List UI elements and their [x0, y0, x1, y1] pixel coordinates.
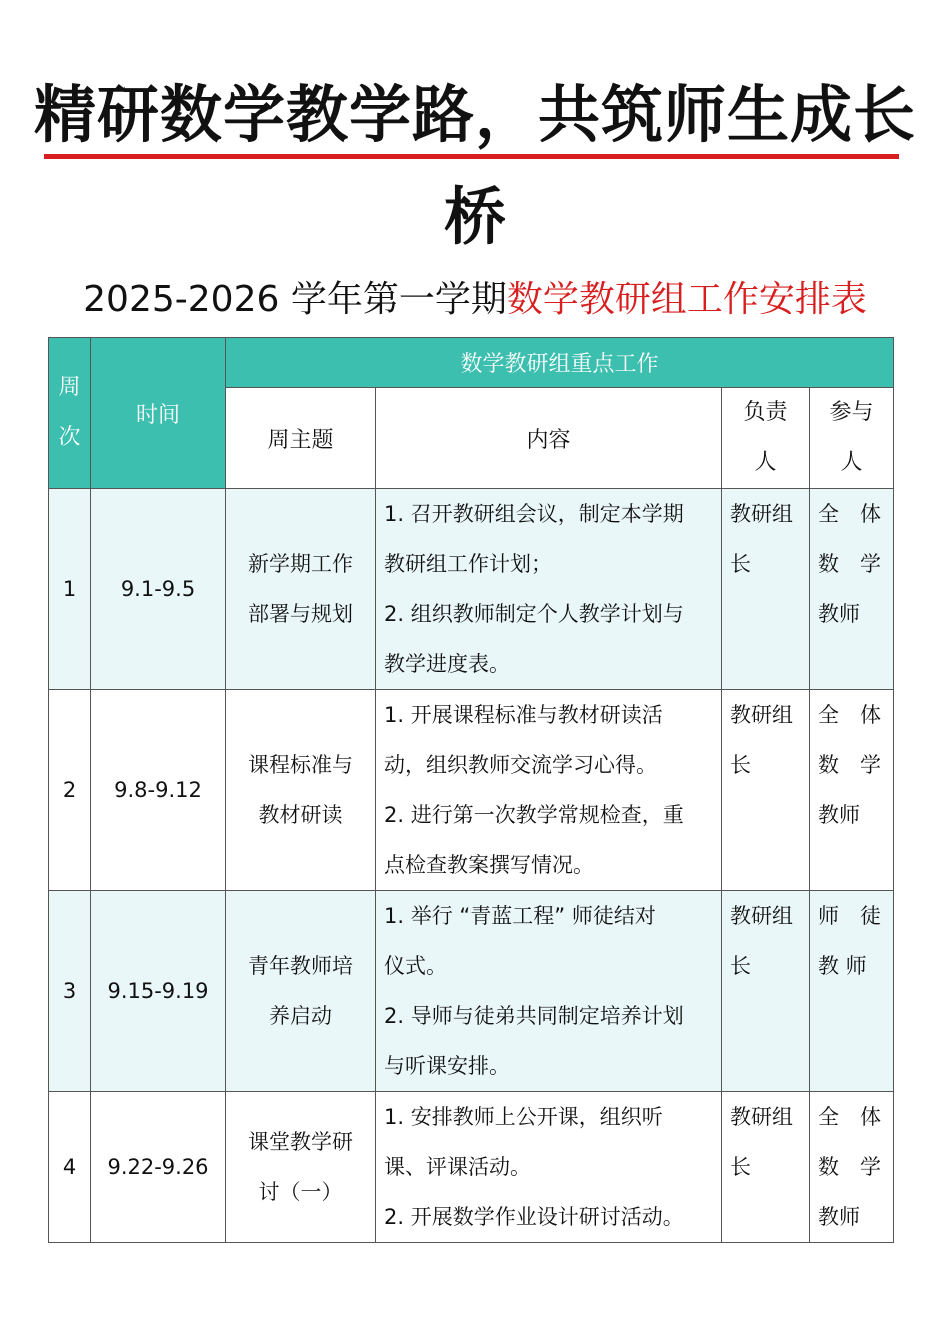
- time-cell: 9.1-9.5: [91, 489, 226, 690]
- table-row: [49, 690, 894, 891]
- time-cell: 9.15-9.19: [91, 891, 226, 1092]
- table-row: [49, 891, 894, 1092]
- header-lead: 负责 人: [722, 388, 810, 489]
- title-line-1: 精研数学教学路，共筑师生成长: [33, 78, 916, 151]
- time-cell: 9.8-9.12: [91, 690, 226, 891]
- content-cell: 1. 开展课程标准与教材研读活 动，组织教师交流学习心得。 2. 进行第一次教学常规检查，重 点检查教案撰写情况。: [376, 690, 722, 891]
- header-group-work: 数学教研组重点工作: [226, 338, 894, 388]
- content-cell: 1. 召开教研组会议，制定本学期 教研组工作计划； 2. 组织教师制定个人教学计划与 教学进度表。: [376, 489, 722, 690]
- table-row: [49, 1092, 894, 1243]
- header-row-1: [49, 338, 894, 388]
- lead-cell: 教研组 长: [722, 489, 810, 690]
- lead-cell: 教研组 长: [722, 690, 810, 891]
- title-underline: [44, 154, 899, 159]
- header-week: 周 次: [49, 338, 91, 489]
- header-time: 时间: [91, 338, 226, 489]
- participants-cell: 师 徒 教 师: [810, 891, 894, 1092]
- header-content: 内容: [376, 388, 722, 489]
- header-theme: 周主题: [226, 388, 376, 489]
- lead-cell: 教研组 长: [722, 891, 810, 1092]
- week-cell: 4: [49, 1092, 91, 1243]
- participants-cell: 全 体 数 学 教师: [810, 489, 894, 690]
- subtitle-year: 2025-2026 学年第一学期: [83, 279, 507, 320]
- participants-cell: 全 体 数 学 教师: [810, 1092, 894, 1243]
- subtitle: [0, 272, 950, 328]
- week-cell: 2: [49, 690, 91, 891]
- week-cell: 1: [49, 489, 91, 690]
- time-cell: 9.22-9.26: [91, 1092, 226, 1243]
- theme-cell: 青年教师培 养启动: [226, 891, 376, 1092]
- participants-cell: 全 体 数 学 教师: [810, 690, 894, 891]
- content-cell: 1. 举行 “青蓝工程” 师徒结对 仪式。 2. 导师与徒弟共同制定培养计划 与听课安排。: [376, 891, 722, 1092]
- table-row: [49, 489, 894, 690]
- theme-cell: 课程标准与 教材研读: [226, 690, 376, 891]
- schedule-table: [48, 337, 894, 1243]
- title-line-2: 桥: [443, 180, 506, 253]
- theme-cell: 新学期工作 部署与规划: [226, 489, 376, 690]
- content-cell: 1. 安排教师上公开课，组织听 课、评课活动。 2. 开展数学作业设计研讨活动。: [376, 1092, 722, 1243]
- lead-cell: 教研组 长: [722, 1092, 810, 1243]
- header-participants: 参与 人: [810, 388, 894, 489]
- week-cell: 3: [49, 891, 91, 1092]
- theme-cell: 课堂教学研 讨（一）: [226, 1092, 376, 1243]
- subtitle-table-name: 数学教研组工作安排表: [506, 279, 867, 320]
